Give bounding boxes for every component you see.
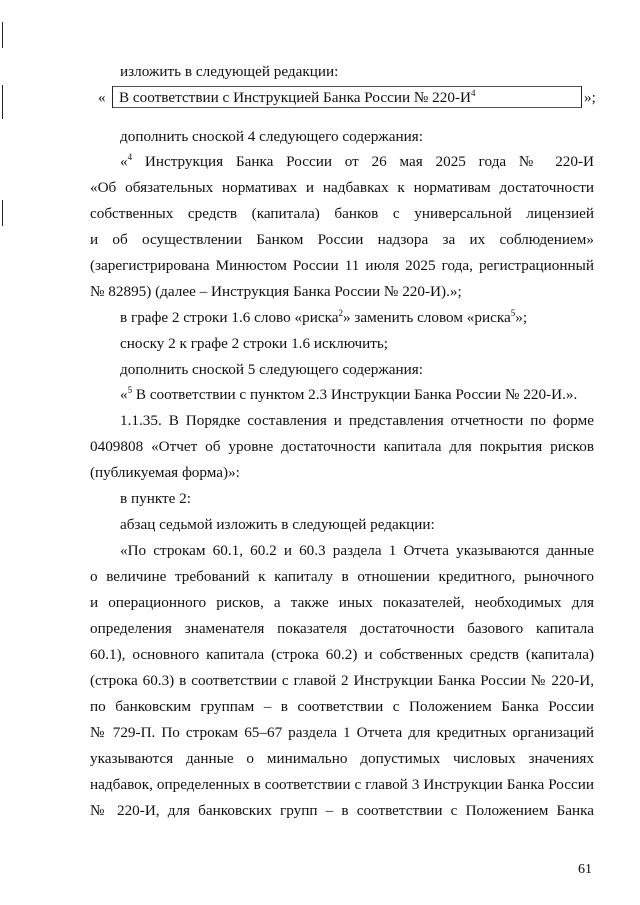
paragraph-line: (публикуемая форма)»:	[90, 464, 240, 481]
paragraph-line: «Об обязательных нормативах и надбавках к нормативам достаточности	[90, 179, 594, 196]
footnote-marker: 5	[510, 307, 516, 318]
paragraph-line: и об осуществлении Банком России надзора за их соблюдением»	[90, 231, 594, 248]
close-quote: »;	[584, 89, 596, 106]
paragraph-line: 1.1.35. В Порядке составления и представления отчетности по форме	[120, 412, 594, 429]
boxed-text	[119, 88, 475, 108]
paragraph-line: определения знаменателя показателя достаточности базового капитала	[90, 620, 594, 637]
footnote-4-line	[120, 152, 594, 172]
paragraph-line: о величине требований к капиталу в отношении кредитного, рыночного	[90, 568, 594, 585]
paragraph-line: 60.1), основного капитала (строка 60.2) и собственных средств (капитала)	[90, 646, 594, 663]
scan-edge-mark	[2, 22, 3, 48]
line-text: » заменить словом «риска	[342, 309, 511, 326]
paragraph-line: «По строкам 60.1, 60.2 и 60.3 раздела 1 Отчета указываются данные	[120, 542, 594, 559]
paragraph-line: дополнить сноской 4 следующего содержания:	[120, 128, 423, 145]
footnote-marker: 5	[127, 384, 133, 395]
footnote-5-line	[120, 385, 594, 405]
line-text: в графе 2 строки 1.6 слово «риска	[120, 309, 339, 326]
footnote-marker: 4	[470, 87, 476, 98]
quote-mark: «	[120, 386, 128, 403]
paragraph-line	[120, 308, 594, 328]
paragraph-line: 0409808 «Отчет об уровне достаточности капитала для покрытия рисков	[90, 438, 594, 455]
paragraph-line: сноску 2 к графе 2 строки 1.6 исключить;	[120, 335, 389, 352]
footnote-marker: 2	[338, 307, 343, 318]
footnote-marker: 4	[127, 152, 133, 162]
paragraph-line: и операционного рисков, а также иных показателей, необходимых для	[90, 594, 594, 611]
paragraph-line: собственных средств (капитала) банков с универсальной лицензией	[90, 205, 594, 222]
footnote-text: В соответствии с пунктом 2.3 Инструкции Банка России № 220-И.».	[132, 386, 578, 403]
paragraph-line: дополнить сноской 5 следующего содержания:	[120, 361, 423, 378]
paragraph-line: в пункте 2:	[120, 490, 191, 507]
scan-edge-mark	[2, 200, 3, 226]
paragraph-line: изложить в следующей редакции:	[120, 63, 339, 80]
boxed-replacement-line	[90, 86, 610, 110]
paragraph-line: (зарегистрирована Минюстом России 11 июля 2025 года, регистрационный	[90, 257, 594, 274]
paragraph-line: (строка 60.3) в соответствии с главой 2 Инструкции Банка России № 220-И,	[90, 672, 594, 689]
paragraph-line: № 220-И, для банковских групп – в соответствии с Положением Банка	[90, 802, 594, 819]
paragraph-line: указываются данные о минимально допустимых числовых значениях	[90, 750, 594, 767]
open-quote: «	[98, 89, 106, 106]
quote-mark: «	[120, 153, 128, 170]
paragraph-line: надбавок, определенных в соответствии с главой 3 Инструкции Банка России	[90, 776, 594, 793]
paragraph-line: № 82895) (далее – Инструкция Банка России № 220-И).»;	[90, 283, 462, 300]
page-number: 61	[578, 862, 592, 877]
line-text: »;	[515, 309, 528, 326]
paragraph-line: № 729-П. По строкам 65–67 раздела 1 Отчета для кредитных организаций	[90, 724, 594, 741]
paragraph-line: по банковским группам – в соответствии с Положением Банка России	[90, 698, 594, 715]
highlight-frame	[112, 86, 582, 108]
boxed-text-main: В соответствии с Инструкцией Банка России № 220-И	[119, 89, 471, 106]
paragraph-line: абзац седьмой изложить в следующей редакции:	[120, 516, 435, 533]
footnote-text: Инструкция Банка России от 26 мая 2025 года № 220-И	[132, 153, 594, 170]
scan-edge-mark	[2, 85, 3, 119]
